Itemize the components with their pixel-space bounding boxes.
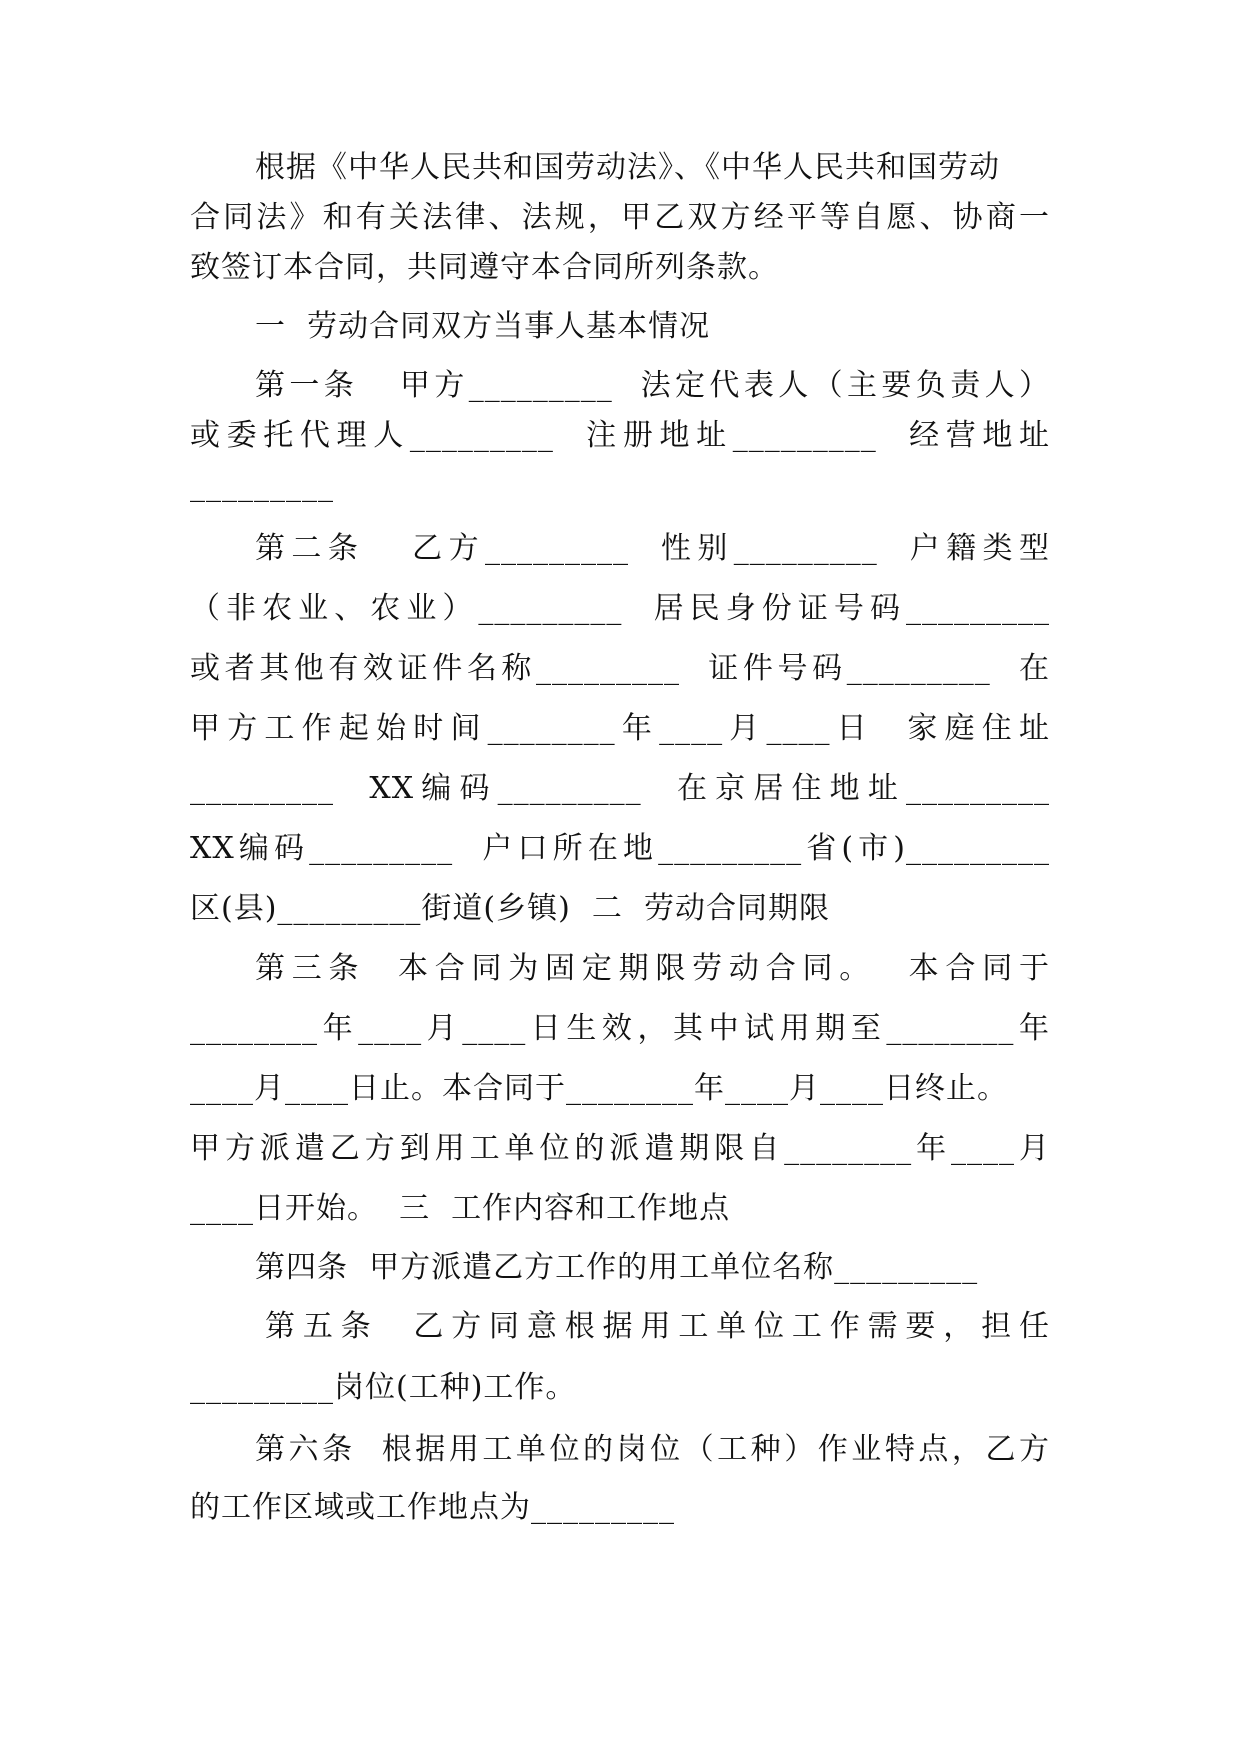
article-1-line-3: _________	[190, 468, 334, 503]
article-2-line-4: 甲方工作起始时间________年____月____日 家庭住址	[190, 711, 1050, 746]
article-3-line-5: ____日开始。 三 工作内容和工作地点	[190, 1191, 731, 1226]
article-1-line-1: 第一条 甲方_________ 法定代表人（主要负责人）	[255, 368, 1050, 403]
article-2-line-1: 第二条 乙方_________ 性别_________ 户籍类型	[255, 531, 1050, 566]
paragraph-intro-line-1: 根据《中华人民共和国劳动法》、《中华人民共和国劳动	[255, 150, 1000, 185]
article-4: 第四条 甲方派遣乙方工作的用工单位名称_________	[255, 1250, 979, 1285]
article-2-line-3: 或者其他有效证件名称_________ 证件号码_________ 在	[190, 651, 1050, 686]
article-6-line-2: 的工作区域或工作地点为_________	[190, 1490, 675, 1525]
article-3-line-3: ____月____日止。本合同于________年____月____日终止。	[190, 1071, 1008, 1106]
article-2-line-7: 区(县)_________街道(乡镇) 二 劳动合同期限	[190, 891, 830, 926]
article-5-line-2: _________岗位(工种)工作。	[190, 1370, 577, 1405]
paragraph-intro-line-3: 致签订本合同，共同遵守本合同所列条款。	[190, 250, 779, 285]
article-1-line-2: 或委托代理人_________ 注册地址_________ 经营地址	[190, 418, 1050, 453]
article-5-line-1: 第五条 乙方同意根据用工单位工作需要，担任	[265, 1309, 1050, 1344]
section-heading-1: 一 劳动合同双方当事人基本情况	[255, 309, 711, 344]
article-2-line-2: （非农业、农业）_________ 居民身份证号码_________	[190, 591, 1050, 626]
article-6-line-1: 第六条 根据用工单位的岗位（工种）作业特点，乙方	[255, 1432, 1050, 1467]
article-3-line-2: ________年____月____日生效，其中试用期至________年	[190, 1011, 1050, 1046]
article-3-line-1: 第三条 本合同为固定期限劳动合同。 本合同于	[255, 951, 1050, 986]
article-2-line-6: XX编码_________ 户口所在地_________省(市)_________	[190, 831, 1050, 866]
article-3-line-4: 甲方派遣乙方到用工单位的派遣期限自________年____月	[190, 1131, 1050, 1166]
paragraph-intro-line-2: 合同法》和有关法律、法规，甲乙双方经平等自愿、协商一	[190, 200, 1050, 235]
article-2-line-5: _________ XX编码_________ 在京居住地址_________	[190, 771, 1050, 806]
